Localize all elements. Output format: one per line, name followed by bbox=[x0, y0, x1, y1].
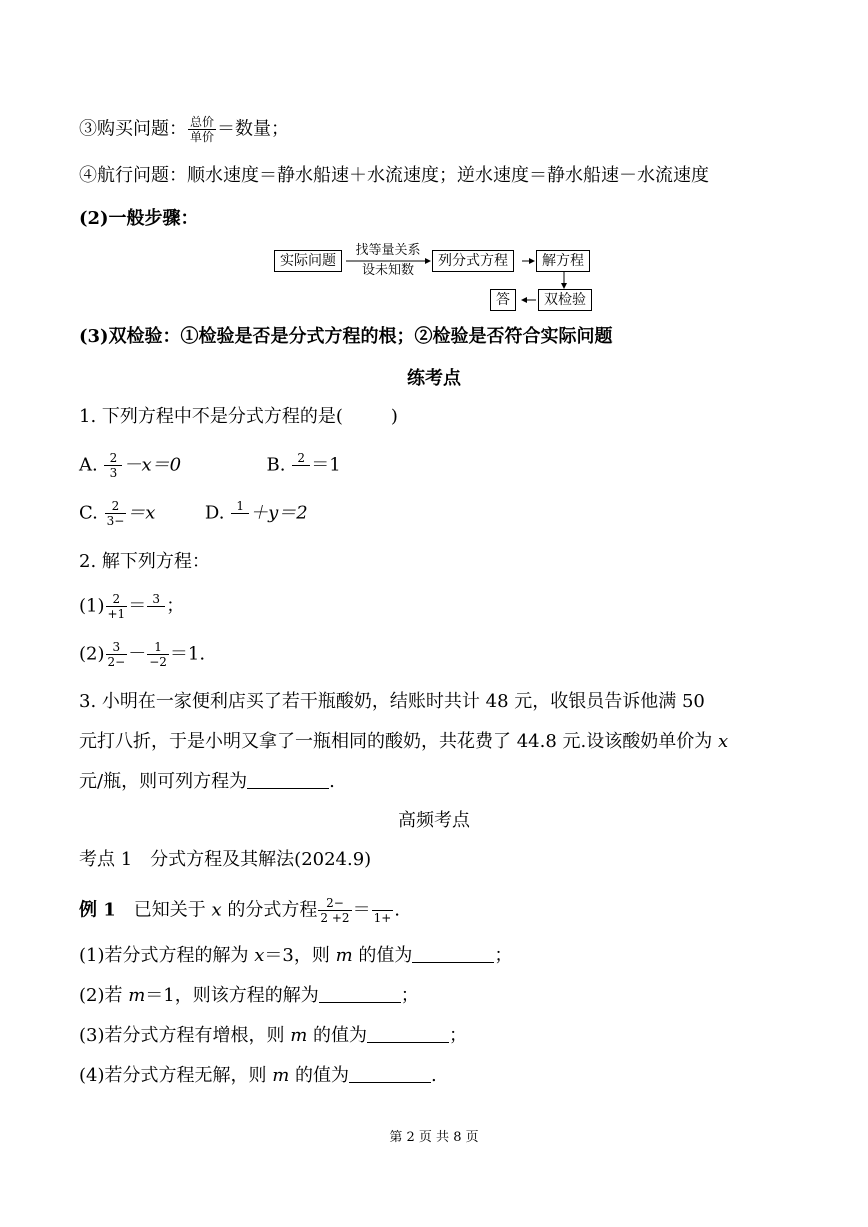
fraction-denominator: 单价 bbox=[190, 130, 215, 144]
option-b-label: B. bbox=[266, 454, 292, 476]
option-b-rest: ＝1 bbox=[311, 454, 341, 476]
text: ③购买问题： bbox=[79, 118, 187, 140]
answer-blank bbox=[349, 1064, 431, 1083]
question-3-line-2 bbox=[79, 730, 728, 754]
option-c-fraction bbox=[105, 499, 127, 528]
question-2-stem: 2. 解下列方程： bbox=[79, 551, 210, 572]
variable-m: m bbox=[290, 1025, 308, 1046]
answer-blank bbox=[247, 770, 329, 789]
text: (3)若分式方程有增根，则 bbox=[79, 1025, 291, 1046]
option-d-label: D. bbox=[204, 502, 231, 524]
part-label: (2) bbox=[79, 643, 105, 665]
example-1-sub-3 bbox=[79, 1024, 467, 1048]
question-1-options-ab bbox=[79, 451, 341, 480]
box-solve-equation: 解方程 bbox=[536, 250, 590, 272]
option-c-rest: ＝x bbox=[127, 502, 156, 524]
answer-blank bbox=[412, 944, 494, 963]
box-answer: 答 bbox=[490, 289, 516, 311]
text: ； bbox=[494, 945, 513, 966]
line-general-steps: (2)一般步骤： bbox=[79, 208, 199, 229]
text: 元打八折，于是小明又拿了一瓶相同的酸奶，共花费了 44.8 元.设该酸奶单价为 bbox=[79, 731, 718, 752]
fraction-numerator: 2 bbox=[111, 499, 120, 513]
text: 元/瓶，则可列方程为 bbox=[79, 771, 248, 792]
fraction-numerator: 2− bbox=[326, 896, 344, 910]
text: ＝1，则该方程的解为 bbox=[145, 985, 319, 1006]
variable-x: x bbox=[717, 731, 729, 752]
fraction-denominator: +1 bbox=[107, 607, 126, 621]
fraction-numerator: 2 bbox=[109, 451, 118, 465]
fraction-denominator: −2 bbox=[149, 655, 167, 669]
question-2-part-1 bbox=[79, 592, 184, 621]
question-3-line-3 bbox=[79, 770, 335, 794]
text: (1)若分式方程的解为 bbox=[79, 945, 255, 966]
page-footer: 第 2 页 共 8 页 bbox=[389, 1130, 479, 1145]
fraction-right bbox=[147, 640, 169, 669]
text: . bbox=[329, 771, 335, 792]
option-b-fraction bbox=[292, 451, 310, 480]
fraction-left bbox=[318, 896, 351, 925]
fraction-left bbox=[106, 640, 128, 669]
fraction-denominator-empty bbox=[231, 513, 249, 528]
text: ； bbox=[449, 1025, 468, 1046]
text: ) bbox=[390, 406, 398, 427]
text: 已知关于 bbox=[115, 899, 212, 921]
text: － bbox=[128, 643, 147, 665]
answer-blank bbox=[319, 984, 401, 1003]
label-set-unknown: 设未知数 bbox=[361, 263, 414, 278]
question-1-stem bbox=[79, 405, 398, 429]
example-1-sub-4 bbox=[79, 1064, 437, 1088]
text: ＝1. bbox=[169, 643, 206, 665]
variable-x: x bbox=[254, 945, 265, 966]
fraction-denominator: 1+ bbox=[373, 911, 392, 925]
fraction-right bbox=[147, 592, 165, 621]
part-label: (1) bbox=[79, 595, 105, 617]
line-navigation-problem: ④航行问题：顺水速度＝静水船速＋水流速度；逆水速度＝静水船速－水流速度 bbox=[79, 165, 709, 186]
text: (4)若分式方程无解，则 bbox=[79, 1065, 273, 1086]
example-1 bbox=[79, 896, 400, 925]
fraction-left bbox=[106, 592, 128, 621]
text: ＝3，则 bbox=[264, 945, 336, 966]
fraction-numerator: 2 bbox=[297, 451, 306, 465]
option-a-rest: －x＝0 bbox=[123, 454, 182, 476]
question-2-part-2 bbox=[79, 640, 205, 669]
fraction-denominator: 2 +2 bbox=[320, 911, 350, 925]
fraction-numerator: 1 bbox=[154, 640, 162, 654]
text: ； bbox=[166, 595, 185, 617]
text: 1. 下列方程中不是分式方程的是( bbox=[79, 406, 343, 427]
variable-m: m bbox=[128, 985, 146, 1006]
fraction-numerator: 2 bbox=[112, 592, 121, 606]
section-title-practice: 练考点 bbox=[407, 368, 461, 389]
text: 的值为 bbox=[289, 1065, 350, 1086]
fraction-numerator: 3 bbox=[152, 592, 161, 606]
fraction-numerator: 3 bbox=[112, 640, 121, 654]
fraction-denominator: 3 bbox=[104, 465, 122, 480]
box-list-equation: 列分式方程 bbox=[432, 250, 514, 272]
fraction-right bbox=[372, 896, 394, 925]
example-label: 例 1 bbox=[79, 899, 116, 921]
text: . bbox=[394, 899, 400, 921]
text: ＝ bbox=[128, 595, 147, 617]
box-double-check: 双检验 bbox=[538, 289, 592, 311]
label-find-equal-relation: 找等量关系 bbox=[355, 243, 421, 258]
option-c-label: C. bbox=[79, 502, 104, 524]
option-a-label: A. bbox=[79, 454, 104, 476]
option-a-fraction bbox=[104, 451, 122, 480]
text: (2)若 bbox=[79, 985, 129, 1006]
fraction-denominator-empty bbox=[292, 465, 310, 480]
fraction-denominator-empty bbox=[147, 606, 165, 621]
example-1-sub-2 bbox=[79, 984, 419, 1008]
question-3-line-1: 3. 小明在一家便利店买了若干瓶酸奶，结账时共计 48 元，收银员告诉他满 50 bbox=[79, 691, 705, 712]
variable-m: m bbox=[272, 1065, 290, 1086]
text: 的分式方程 bbox=[221, 899, 318, 921]
fraction-numerator: 1 bbox=[236, 499, 244, 513]
option-d-rest: ＋y＝2 bbox=[250, 502, 308, 524]
box-actual-problem: 实际问题 bbox=[274, 250, 342, 272]
text: 的值为 bbox=[307, 1025, 368, 1046]
flowchart-arrows bbox=[0, 0, 868, 330]
text: . bbox=[431, 1065, 437, 1086]
text: ＝ bbox=[352, 899, 371, 921]
variable-m: m bbox=[335, 945, 353, 966]
answer-blank bbox=[367, 1024, 449, 1043]
topic-1-title: 考点 1 分式方程及其解法(2024.9) bbox=[79, 849, 372, 870]
text: ； bbox=[400, 985, 419, 1006]
variable-x: x bbox=[211, 899, 222, 921]
option-d-fraction bbox=[231, 499, 249, 528]
fraction-numerator-empty bbox=[375, 896, 389, 910]
fraction-denominator: 2− bbox=[107, 655, 126, 669]
question-1-options-cd bbox=[79, 499, 308, 528]
fraction-numerator: 总价 bbox=[190, 115, 215, 129]
line-double-check: (3)双检验：①检验是否是分式方程的根；②检验是否符合实际问题 bbox=[79, 326, 613, 347]
fraction-denominator: 3− bbox=[106, 514, 125, 528]
example-1-sub-1 bbox=[79, 944, 512, 968]
section-title-high-frequency: 高频考点 bbox=[398, 810, 470, 831]
text: 的值为 bbox=[352, 945, 413, 966]
text: ＝数量； bbox=[217, 118, 290, 140]
